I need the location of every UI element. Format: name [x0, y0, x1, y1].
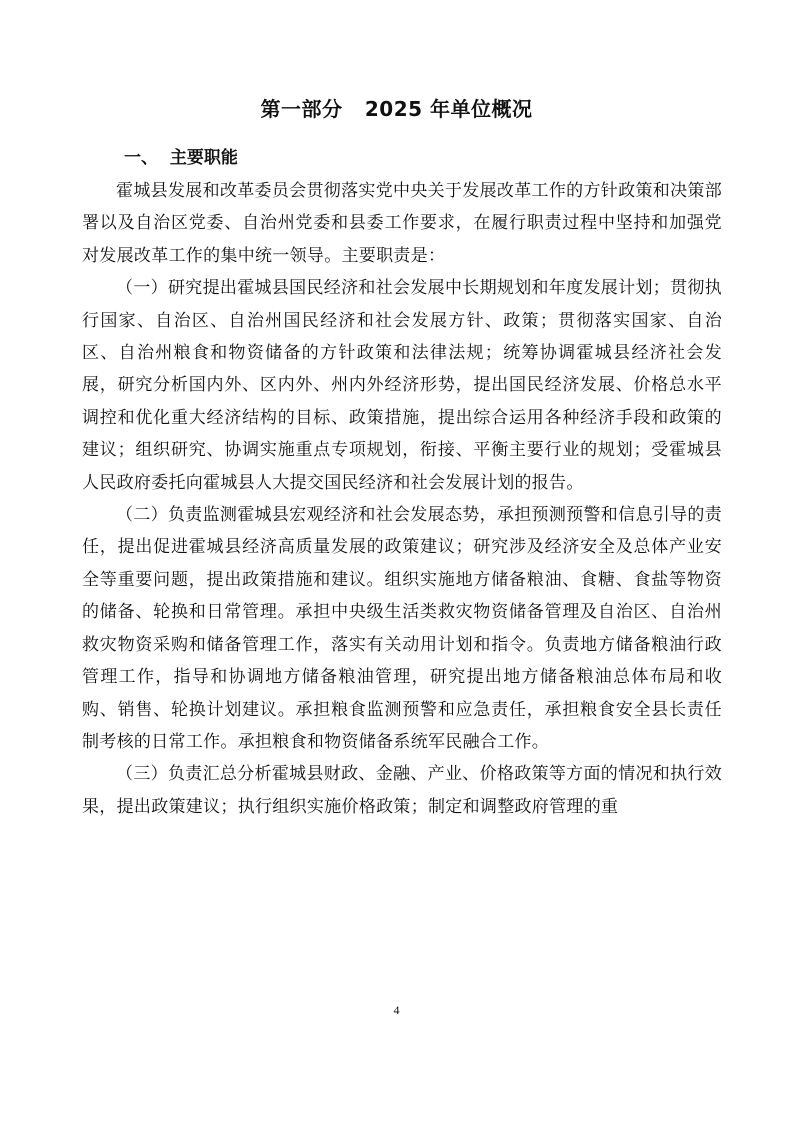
page-number: 4: [393, 1003, 400, 1017]
paragraph-duty-2: （二）负责监测霍城县宏观经济和社会发展态势，承担预测预警和信息引导的责任，提出促进霍城县经济高质量发展的政策建议；研究涉及经济安全及总体产业安全等重要问题，提出政策措施和建议。组织实施地方储备粮油、食糖、食盐等物资的储备、轮换和日常管理。承担中央级生活类救灾物资储备管理及自治区、自治州救灾物资采购和储备管理工作，落实有关动用计划和指令。负责地方储备粮油行政管理工作，指导和协调地方储备粮油管理，研究提出地方储备粮油总体布局和收购、销售、轮换计划建议。承担粮食监测预警和应急责任，承担粮食安全县长责任制考核的日常工作。承担粮食和物资储备系统军民融合工作。: [82, 505, 722, 752]
paragraph-intro: 霍城县发展和改革委员会贯彻落实党中央关于发展改革工作的方针政策和决策部署以及自治区党委、自治州党委和县委工作要求，在履行职责过程中坚持和加强党对发展改革工作的集中统一领导。主要职责是：: [82, 181, 722, 266]
paragraph-duty-3: （三）负责汇总分析霍城县财政、金融、产业、价格政策等方面的情况和执行效果，提出政策建议；执行组织实施价格政策；制定和调整政府管理的重: [82, 764, 722, 817]
page-title: 第一部分 2025 年单位概况: [260, 97, 533, 121]
section-heading: 一、 主要职能: [124, 148, 238, 168]
body-text: [82, 175, 722, 823]
paragraph-duty-1: （一）研究提出霍城县国民经济和社会发展中长期规划和年度发展计划；贯彻执行国家、自治区、自治州国民经济和社会发展方针、政策；贯彻落实国家、自治区、自治州粮食和物资储备的方针政策和法律法规；统筹协调霍城县经济社会发展，研究分析国内外、区内外、州内外经济形势，提出国民经济发展、价格总水平调控和优化重大经济结构的目标、政策措施，提出综合运用各种经济手段和政策的建议；组织研究、协调实施重点专项规划，衔接、平衡主要行业的规划；受霍城县人民政府委托向霍城县人大提交国民经济和社会发展计划的报告。: [82, 278, 722, 493]
